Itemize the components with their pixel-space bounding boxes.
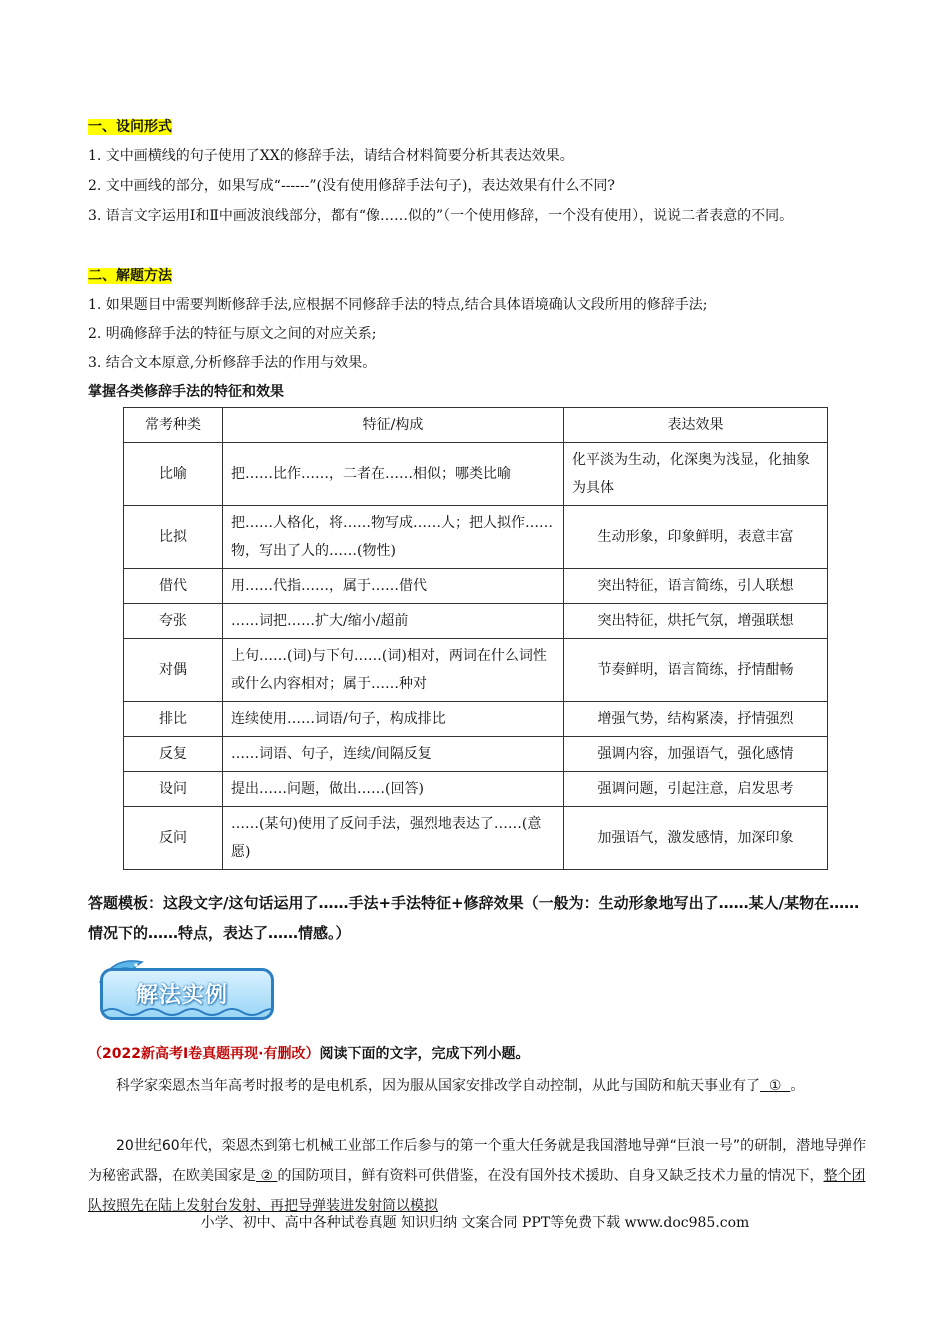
table-row: [124, 506, 828, 569]
row-feature: 上句……(词)与下句……(词)相对，两词在什么词性或什么内容相对；属于……种对: [223, 639, 564, 702]
blank-2: ②: [260, 1168, 274, 1184]
section2-heading: 二、解题方法: [88, 268, 172, 284]
example-paragraph-2: 20世纪60年代，栾恩杰到第七机械工业部工作后参与的第一个重大任务就是我国潜地导弹“巨浪一号”的研制，潜地导弹作为秘密武器，在欧美国家是 ② 的国防项目，鲜有资料可供借鉴，在没有国外技术援助、自身又缺乏技术力量的情况下，整个团队按照先在陆上发射台发射、再把导弹装进发射筒以模拟: [88, 1138, 867, 1214]
row-feature: ……词语、句子，连续/间隔反复: [223, 737, 564, 772]
table-row: [124, 443, 828, 506]
blank-1: ①: [768, 1078, 782, 1094]
row-type: 比喻: [124, 443, 223, 506]
row-type: 排比: [124, 702, 223, 737]
row-type: 反问: [124, 807, 223, 870]
table-row: [124, 569, 828, 604]
row-type: 夸张: [124, 604, 223, 639]
row-effect: 化平淡为生动，化深奥为浅显，化抽象为具体: [564, 443, 828, 506]
section1-item-3: 3. 语言文字运用Ⅰ和Ⅱ中画波浪线部分，都有“像……似的”（一个使用修辞，一个没有使用），说说二者表意的不同。: [88, 208, 794, 224]
header-type: 常考种类: [124, 408, 223, 443]
example-badge: [96, 962, 278, 1024]
section1-item-1: 1. 文中画横线的句子使用了XX的修辞手法，请结合材料简要分析其表达效果。: [88, 148, 574, 164]
example-paragraph-1: 科学家栾恩杰当年高考时报考的是电机系，因为服从国家安排改学自动控制，从此与国防和航天事业有了 ① 。: [116, 1078, 805, 1094]
row-effect: 节奏鲜明，语言简练，抒情酣畅: [564, 639, 828, 702]
header-feature: 特征/构成: [223, 408, 564, 443]
row-effect: 生动形象，印象鲜明，表意丰富: [564, 506, 828, 569]
section2-item-1: 1. 如果题目中需要判断修辞手法,应根据不同修辞手法的特点,结合具体语境确认文段所用的修辞手法;: [88, 297, 708, 313]
row-type: 对偶: [124, 639, 223, 702]
section1-item-2: 2. 文中画线的部分，如果写成“------”(没有使用修辞手法句子)，表达效果有什么不同?: [88, 178, 615, 194]
row-feature: ……词把……扩大/缩小/超前: [223, 604, 564, 639]
table-row: [124, 737, 828, 772]
row-effect: 加强语气，激发感情，加深印象: [564, 807, 828, 870]
row-effect: 强调问题，引起注意，启发思考: [564, 772, 828, 807]
example-instruction: 阅读下面的文字，完成下列小题。: [319, 1046, 530, 1062]
answer-template: 答题模板：这段文字/这句话运用了……手法+手法特征+修辞效果（一般为：生动形象地写出了……某人/某物在……情况下的……特点，表达了……情感。）: [88, 894, 860, 942]
section2-item-2: 2. 明确修辞手法的特征与原文之间的对应关系;: [88, 326, 377, 342]
table-caption: 掌握各类修辞手法的特征和效果: [88, 384, 284, 400]
row-effect: 突出特征，语言简练，引人联想: [564, 569, 828, 604]
row-feature: 提出……问题，做出……(回答): [223, 772, 564, 807]
section1-heading: 一、设问形式: [88, 119, 172, 135]
section2-item-3: 3. 结合文本原意,分析修辞手法的作用与效果。: [88, 355, 377, 371]
row-type: 反复: [124, 737, 223, 772]
row-type: 设问: [124, 772, 223, 807]
row-effect: 增强气势，结构紧凑，抒情强烈: [564, 702, 828, 737]
table-row: [124, 772, 828, 807]
table-header-row: [124, 408, 828, 443]
table-row: [124, 807, 828, 870]
row-effect: 强调内容，加强语气，强化感情: [564, 737, 828, 772]
example-source: （2022新高考Ⅰ卷真题再现·有删改）: [88, 1046, 320, 1062]
table-row: [124, 702, 828, 737]
row-feature: 把……人格化，将……物写成……人；把人拟作……物，写出了人的……(物性): [223, 506, 564, 569]
table-row: [124, 604, 828, 639]
table-row: [124, 639, 828, 702]
row-feature: ……(某句)使用了反问手法，强烈地表达了……(意愿): [223, 807, 564, 870]
row-type: 比拟: [124, 506, 223, 569]
row-effect: 突出特征，烘托气氛，增强联想: [564, 604, 828, 639]
row-feature: 连续使用……词语/句子，构成排比: [223, 702, 564, 737]
badge-label: 解法实例: [136, 983, 229, 1008]
rhetoric-table: [123, 407, 828, 870]
row-feature: 用……代指……，属于……借代: [223, 569, 564, 604]
row-feature: 把……比作……，二者在……相似；哪类比喻: [223, 443, 564, 506]
page-footer: 小学、初中、高中各种试卷真题 知识归纳 文案合同 PPT等免费下载 www.doc985.com: [200, 1215, 750, 1231]
example-heading: [88, 1043, 530, 1065]
row-type: 借代: [124, 569, 223, 604]
header-effect: 表达效果: [564, 408, 828, 443]
